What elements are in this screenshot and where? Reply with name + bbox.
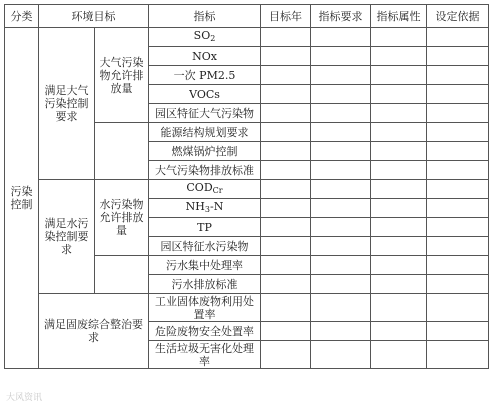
indicator-energy: 能源结构规划要求	[149, 123, 261, 142]
indicator-vocs: VOCs	[149, 85, 261, 104]
indicator-park-air: 园区特征大气污染物	[149, 104, 261, 123]
sub-air-emission: 大气污染物允许排放量	[95, 28, 149, 123]
indicator-domestic: 生活垃圾无害化处理率	[149, 341, 261, 369]
indicator-hazardous: 危险废物安全处置率	[149, 322, 261, 341]
goal-solid: 满足固废综合整治要求	[39, 294, 149, 369]
indicator-nox: NOx	[149, 47, 261, 66]
indicator-sewage-std: 污水排放标准	[149, 275, 261, 294]
indicator-cod: $COD_{Cr}$	[149, 180, 261, 199]
header-category: 分类	[5, 5, 39, 28]
indicator-table	[4, 4, 489, 369]
indicator-sewage-rate: 污水集中处理率	[149, 256, 261, 275]
sub-air-empty	[95, 123, 149, 180]
indicator-pm25: 一次 PM2.5	[149, 66, 261, 85]
indicator-industrial: 工业固体废物利用处置率	[149, 294, 261, 322]
indicator-park-water: 园区特征水污染物	[149, 237, 261, 256]
sub-water-emission: 水污染物允许排放量	[95, 180, 149, 256]
table-row	[5, 294, 489, 322]
goal-air: 满足大气污染控制要求	[39, 28, 95, 180]
indicator-air-std: 大气污染物排放标准	[149, 161, 261, 180]
sub-water-empty	[95, 256, 149, 294]
indicator-so2: $SO_2$	[149, 28, 261, 47]
indicator-boiler: 燃煤锅炉控制	[149, 142, 261, 161]
header-row	[5, 5, 489, 28]
header-target-year: 目标年	[261, 5, 311, 28]
goal-water: 满足水污染控制要求	[39, 180, 95, 294]
indicator-nh3n: NH3-N	[149, 199, 261, 218]
header-requirement: 指标要求	[311, 5, 371, 28]
indicator-tp: TP	[149, 218, 261, 237]
table-row	[5, 28, 489, 47]
header-indicator: 指标	[149, 5, 261, 28]
table-row	[5, 180, 489, 199]
header-env-goal: 环境目标	[39, 5, 149, 28]
watermark-text: 大风资讯	[6, 393, 43, 403]
header-attribute: 指标属性	[371, 5, 427, 28]
category-cell: 污染控制	[5, 28, 39, 369]
header-basis: 设定依据	[427, 5, 489, 28]
